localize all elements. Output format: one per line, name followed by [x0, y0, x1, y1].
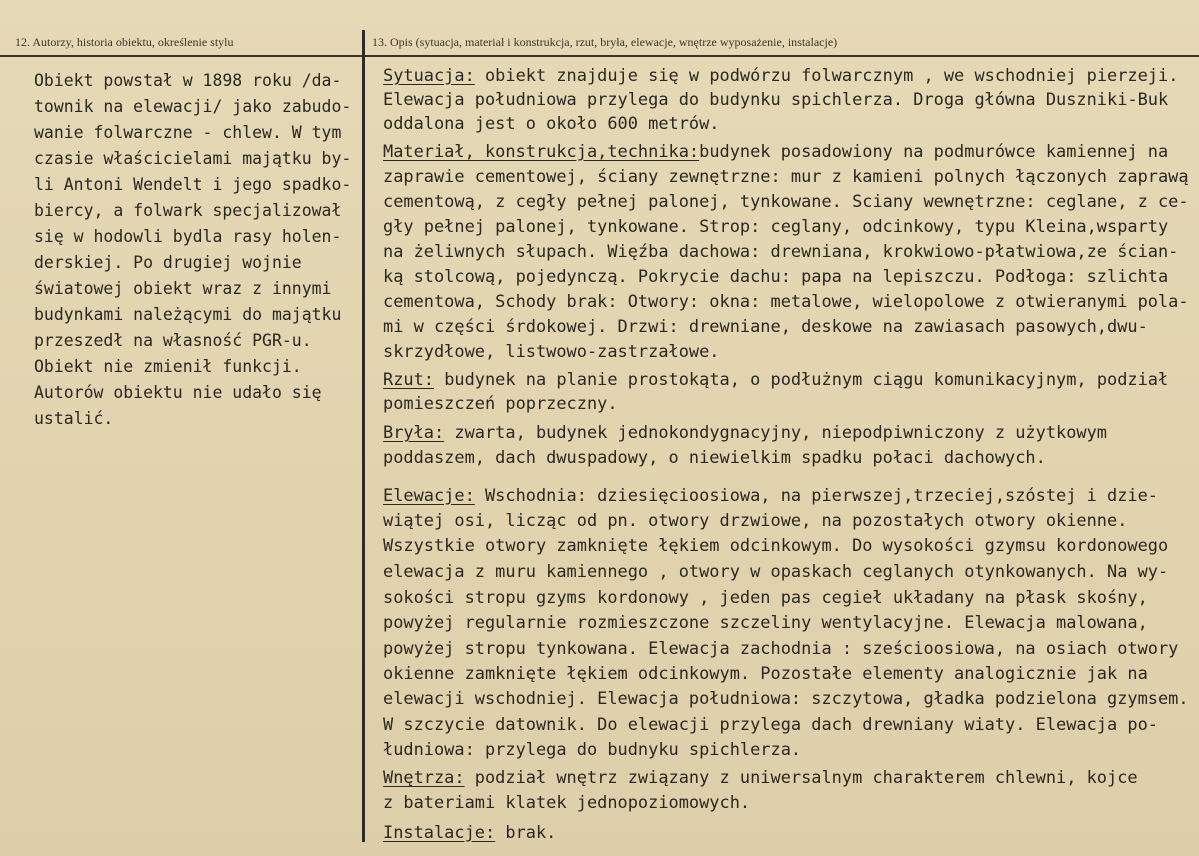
description-line-text: brak.: [495, 822, 557, 842]
description-line: [383, 318, 1148, 335]
description-line: [383, 371, 1168, 388]
description-line-text: Elewacja południowa przylega do budynku spichlerza. Droga główna Duszniki-Buk: [383, 89, 1169, 109]
description-line: [383, 769, 1138, 786]
description-line-text: Wschodnia: dziesięcioosiowa, na pierwszej,trzeciej,szóstej i dzie-: [474, 485, 1158, 505]
history-line: się w hodowli bydla rasy holen-: [34, 227, 342, 246]
description-line: [383, 589, 1148, 606]
description-line-text: budynek posadowiony na podmurówce kamiennej na: [699, 141, 1169, 161]
description-line-text: elewacja z muru kamiennego , otwory w opaskach ceglanych otynkowanych. Na wy-: [383, 561, 1169, 581]
description-line-text: pomieszczeń poprzeczny.: [383, 393, 618, 413]
history-line: przeszedł na własność PGR-u.: [34, 331, 312, 350]
section-12-heading: 12. Autorzy, historia obiektu, określenie stylu: [15, 35, 234, 49]
column-divider: [362, 30, 365, 842]
description-line: [383, 218, 1168, 235]
description-line: [383, 487, 1158, 504]
description-line: [383, 449, 1046, 466]
description-line-text: zaprawie cementowej, ściany zewnętrzne: mur z kamieni polnych łączonych zaprawą: [383, 166, 1189, 186]
description-line-text: cementowa, Schody brak: Otwory: okna: metalowe, wielopolowe z otwieranymi pola-: [383, 291, 1189, 311]
description-line: [383, 343, 720, 360]
history-line: światowej obiekt wraz z innymi: [34, 279, 332, 298]
description-line-text: Wszystkie otwory zamknięte łękiem odcinkowym. Do wysokości gzymsu kordonowego: [383, 535, 1169, 555]
history-line: biercy, a folwark specjalizował: [34, 201, 342, 220]
description-line: [383, 424, 1107, 441]
description-line-text: poddaszem, dach dwuspadowy, o niewielkim spadku połaci dachowych.: [383, 447, 1046, 467]
history-line: townik na elewacji/ jako zabudo-: [34, 97, 352, 116]
section-keyword: Instalacje:: [383, 822, 496, 842]
description-line: [383, 741, 801, 758]
history-line: czasie właścicielami majątku by-: [34, 149, 352, 168]
description-line: [383, 193, 1189, 210]
description-line: [383, 640, 1178, 657]
description-line-text: powyżej regularnie rozmieszczone szczeliny wentylacyjne. Elewacja malowana,: [383, 612, 1148, 632]
description-line-text: budynek na planie prostokąta, o podłużnym ciągu komunikacyjnym, podział: [434, 369, 1169, 389]
description-line-text: skrzydłowe, listwowo-zastrzałowe.: [383, 341, 720, 361]
description-line-text: oddalona jest o około 600 metrów.: [383, 113, 720, 133]
history-line: Obiekt powstał w 1898 roku /da-: [34, 71, 342, 90]
description-line-text: podział wnętrz związany z uniwersalnym charakterem chlewni, kojce: [464, 767, 1138, 787]
history-line: Obiekt nie zmienił funkcji.: [34, 357, 302, 376]
section-keyword: Sytuacja:: [383, 65, 475, 85]
section-13-heading: 13. Opis (sytuacja, materiał i konstrukcja, rzut, bryła, elewacje, wnętrze wyposażenie, instalacje): [372, 35, 838, 49]
history-line: Autorów obiektu nie udało się: [34, 383, 322, 402]
header-divider: [0, 55, 1199, 57]
section-keyword: Materiał, konstrukcja,technika:: [383, 141, 700, 161]
description-line: [383, 614, 1148, 631]
description-line-text: powyżej stropu tynkowana. Elewacja zachodnia : sześcioosiowa, na osiach otwory: [383, 638, 1179, 658]
description-line: [383, 537, 1168, 554]
description-line-text: ką stolcową, pojedynczą. Pokrycie dachu: papa na lepiszczu. Podłoga: szlichta: [383, 266, 1169, 286]
section-keyword: Rzut:: [383, 369, 434, 389]
description-line: [383, 512, 1127, 529]
history-line: budynkami należącymi do majątku: [34, 305, 342, 324]
description-line-text: na żeliwnych słupach. Więźba dachowa: drewniana, krokwiowo-płatwiowa,ze ścian-: [383, 241, 1179, 261]
description-line-text: z bateriami klatek jednopoziomowych.: [383, 792, 751, 812]
description-line-text: sokości stropu gzyms kordonowy , jeden pas cegieł układany na płask skośny,: [383, 587, 1148, 607]
description-line-text: mi w części śrdokowej. Drzwi: drewniane, deskowe na zawiasach pasowych,dwu-: [383, 316, 1148, 336]
description-line: [383, 824, 556, 841]
description-line: [383, 665, 1148, 682]
description-line-text: gły pełnej palonej, tynkowane. Strop: ceglany, odcinkowy, typu Kleina,wsparty: [383, 216, 1169, 236]
description-line-text: zwarta, budynek jednokondygnacyjny, niepodpiwniczony z użytkowym: [444, 422, 1108, 442]
description-line-text: okienne zamknięte łękiem odcinkowym. Pozostałe elementy analogicznie jak na: [383, 663, 1148, 683]
history-line: ustalić.: [34, 409, 114, 428]
description-line: [383, 243, 1178, 260]
description-line: [383, 563, 1168, 580]
section-keyword: Elewacje:: [383, 485, 475, 505]
section-keyword: Bryła:: [383, 422, 445, 442]
description-line-text: elewacji wschodniej. Elewacja południowa: szczytowa, gładka podzielona gzymsem.: [383, 688, 1189, 708]
history-line: wanie folwarczne - chlew. W tym: [34, 123, 342, 142]
section-keyword: Wnętrza:: [383, 767, 465, 787]
description-line: [383, 67, 1178, 84]
description-line-text: wiątej osi, licząc od pn. otwory drzwiowe, na pozostałych otwory okienne.: [383, 510, 1128, 530]
description-line: [383, 690, 1189, 707]
description-line-text: cementową, z cegły pełnej palonej, tynkowane. Sciany wewnętrzne: ceglane, z ce-: [383, 191, 1189, 211]
description-line: [383, 268, 1168, 285]
description-line: [383, 115, 720, 132]
history-line: derskiej. Po drugiej wojnie: [34, 253, 302, 272]
description-line-text: W szczycie datownik. Do elewacji przylega dach drewniany wiaty. Elewacja po-: [383, 714, 1158, 734]
description-line-text: obiekt znajduje się w podwórzu folwarcznym , we wschodniej pierzeji.: [474, 65, 1179, 85]
description-line: [383, 293, 1189, 310]
description-line: [383, 716, 1158, 733]
description-line: [383, 168, 1189, 185]
history-line: li Antoni Wendelt i jego spadko-: [34, 175, 352, 194]
description-line: [383, 395, 618, 412]
description-line: [383, 91, 1168, 108]
description-line: [383, 143, 1168, 160]
description-line-text: łudniowa: przylega do budnyku spichlerza.: [383, 739, 802, 759]
description-line: [383, 794, 750, 811]
